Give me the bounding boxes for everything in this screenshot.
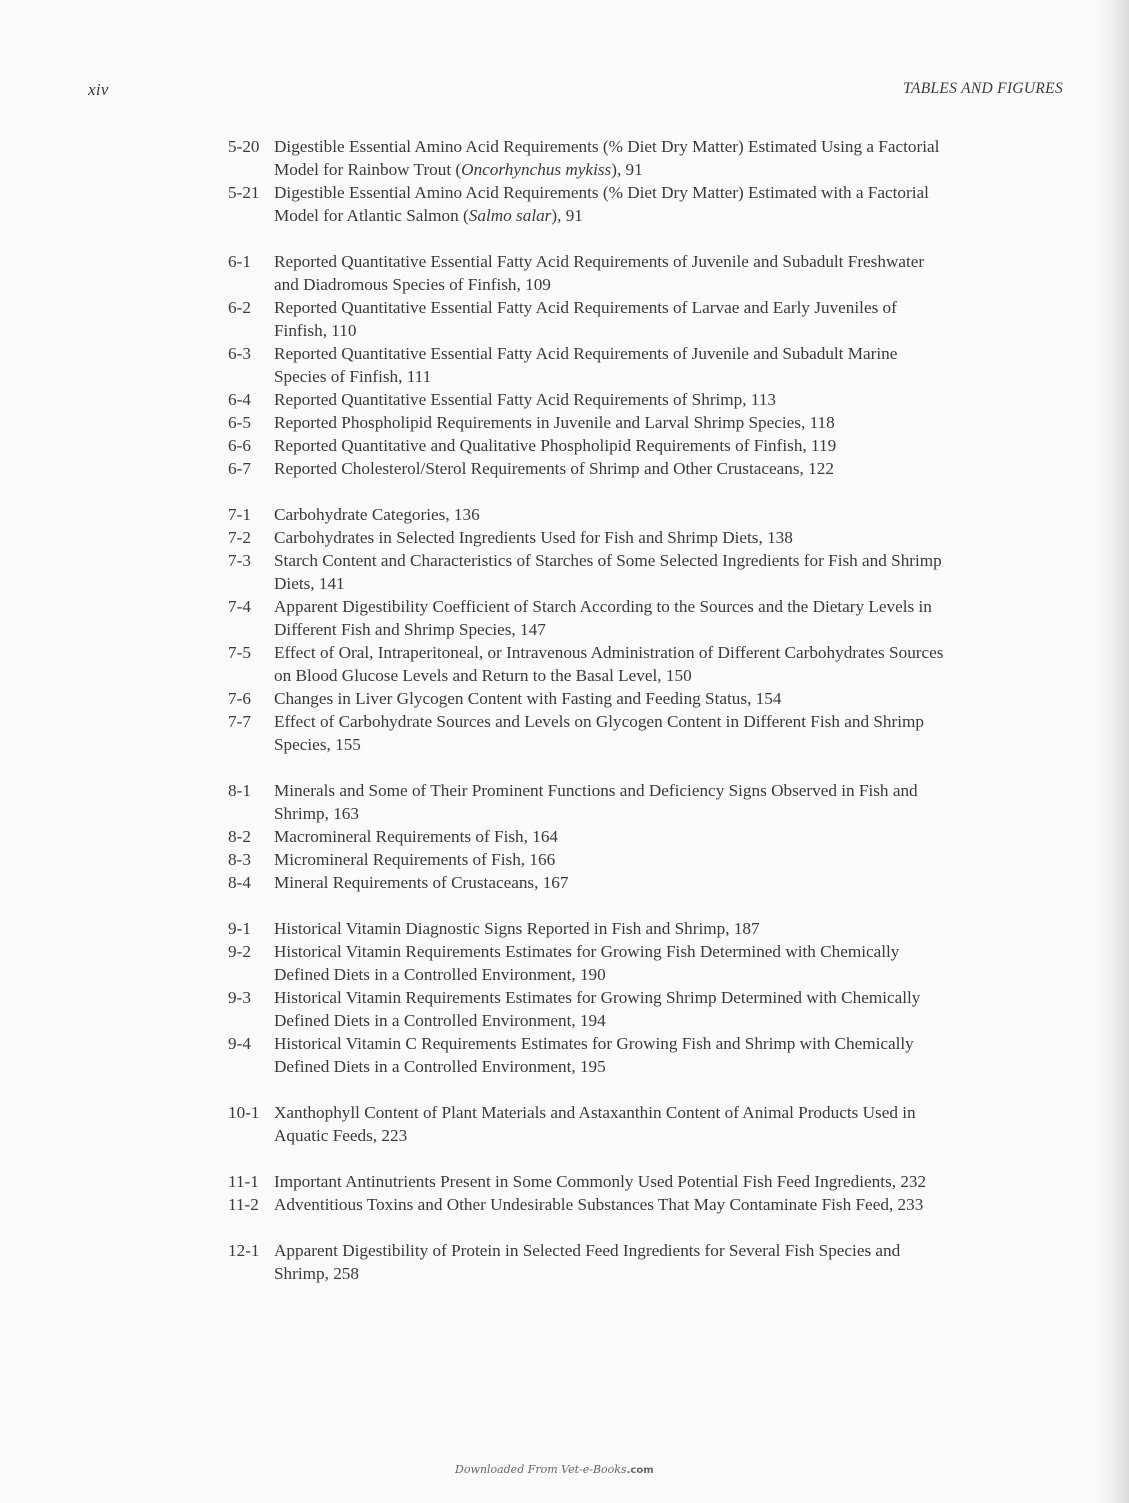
caption-text: Apparent Digestibility of Protein in Selected Feed Ingredients for Several Fish Species and Shrimp, 258 [274,1241,901,1283]
table-caption [274,1193,948,1216]
caption-text: Digestible Essential Amino Acid Requirements (% Diet Dry Matter) Estimated Using a Factorial Model for Rainbow Trout ( [274,137,940,179]
table-number: 9-1 [228,919,251,938]
caption-text: Historical Vitamin Requirements Estimates for Growing Shrimp Determined with Chemically Defined Diets in a Controlled Environment, 194 [274,988,921,1030]
table-caption [274,940,948,986]
table-number: 8-2 [228,827,251,846]
caption-text: Historical Vitamin Requirements Estimates for Growing Fish Determined with Chemically Defined Diets in a Controlled Environment, 190 [274,942,900,984]
watermark-text: Downloaded From Vet-e-Books [455,1463,627,1476]
table-caption [274,871,948,894]
watermark [455,1464,654,1476]
table-caption [274,1239,948,1285]
table-number: 5-21 [228,183,260,202]
table-caption [274,388,948,411]
caption-text: Reported Cholesterol/Sterol Requirements of Shrimp and Other Crustaceans, 122 [274,459,834,478]
table-caption [274,1032,948,1078]
table-caption [274,549,948,595]
caption-text: Reported Quantitative Essential Fatty Acid Requirements of Juvenile and Subadult Freshwater and Diadromous Species of Finfish, 109 [274,252,925,294]
caption-text: Xanthophyll Content of Plant Materials and Astaxanthin Content of Animal Products Used in Aquatic Feeds, 223 [274,1103,916,1145]
caption-text: Micromineral Requirements of Fish, 166 [274,850,556,869]
table-number: 9-3 [228,988,251,1007]
table-caption [274,181,948,227]
list-item [228,342,948,388]
table-caption [274,135,948,181]
list-item [228,1193,948,1216]
table-number: 11-1 [228,1172,259,1191]
table-caption [274,434,948,457]
caption-text: Reported Quantitative and Qualitative Phospholipid Requirements of Finfish, 119 [274,436,837,455]
table-number: 6-2 [228,298,251,317]
table-caption [274,595,948,641]
table-number: 7-6 [228,689,251,708]
caption-text: Historical Vitamin C Requirements Estimates for Growing Fish and Shrimp with Chemically Defined Diets in a Controlled Environment, 195 [274,1034,914,1076]
table-number: 8-3 [228,850,251,869]
caption-text: ), 91 [551,206,583,225]
list-item [228,986,948,1032]
list-item [228,595,948,641]
caption-text: Starch Content and Characteristics of Starches of Some Selected Ingredients for Fish and Shrimp Diets, 141 [274,551,942,593]
caption-text: Apparent Digestibility Coefficient of Starch According to the Sources and the Dietary Levels in Different Fish and Shrimp Species, 147 [274,597,932,639]
table-number: 10-1 [228,1103,260,1122]
page-edge-shadow [1095,0,1129,1503]
table-caption [274,1170,948,1193]
table-number: 6-6 [228,436,251,455]
caption-text: Changes in Liver Glycogen Content with Fasting and Feeding Status, 154 [274,689,782,708]
caption-text: Macromineral Requirements of Fish, 164 [274,827,559,846]
table-number: 6-3 [228,344,251,363]
table-caption [274,1101,948,1147]
table-caption [274,503,948,526]
table-caption [274,687,948,710]
table-number: 5-20 [228,137,260,156]
list-item [228,1101,948,1147]
table-number: 7-4 [228,597,251,616]
table-number: 8-1 [228,781,251,800]
list-item [228,1239,948,1285]
table-caption [274,457,948,480]
table-caption [274,342,948,388]
caption-text: Adventitious Toxins and Other Undesirable Substances That May Contaminate Fish Feed, 233 [274,1195,924,1214]
table-number: 12-1 [228,1241,260,1260]
table-number: 7-2 [228,528,251,547]
list-item [228,825,948,848]
table-caption [274,917,948,940]
table-number: 9-2 [228,942,251,961]
caption-text: Historical Vitamin Diagnostic Signs Reported in Fish and Shrimp, 187 [274,919,760,938]
species-name: Oncorhynchus mykiss [461,160,612,179]
table-caption [274,825,948,848]
table-caption [274,986,948,1032]
caption-text: Reported Quantitative Essential Fatty Acid Requirements of Juvenile and Subadult Marine Species of Finfish, 111 [274,344,898,386]
caption-text: Important Antinutrients Present in Some Commonly Used Potential Fish Feed Ingredients, 232 [274,1172,927,1191]
caption-text: Effect of Oral, Intraperitoneal, or Intravenous Administration of Different Carbohydrates Sources on Blood Glucose Levels and Return to the Basal Level, 150 [274,643,944,685]
table-number: 7-3 [228,551,251,570]
table-number: 6-5 [228,413,251,432]
table-number: 6-4 [228,390,251,409]
list-item [228,940,948,986]
list-item [228,687,948,710]
caption-text: ), 91 [611,160,643,179]
table-number: 6-1 [228,252,251,271]
table-number: 9-4 [228,1034,251,1053]
table-number: 8-4 [228,873,251,892]
table-number: 7-1 [228,505,251,524]
caption-text: Digestible Essential Amino Acid Requirements (% Diet Dry Matter) Estimated with a Factorial Model for Atlantic Salmon ( [274,183,929,225]
list-item [228,388,948,411]
table-caption [274,848,948,871]
list-item [228,181,948,227]
caption-text: Carbohydrates in Selected Ingredients Used for Fish and Shrimp Diets, 138 [274,528,793,547]
list-item [228,641,948,687]
list-item [228,549,948,595]
table-list [228,135,948,1285]
page-number: xiv [88,80,109,99]
list-item [228,503,948,526]
table-number: 7-7 [228,712,251,731]
list-item [228,135,948,181]
table-number: 11-2 [228,1195,259,1214]
species-name: Salmo salar [468,206,552,225]
table-number: 6-7 [228,459,251,478]
running-title: TABLES AND FIGURES [903,80,1063,97]
list-item [228,411,948,434]
caption-text: Reported Quantitative Essential Fatty Acid Requirements of Larvae and Early Juveniles of Finfish, 110 [274,298,897,340]
caption-text: Effect of Carbohydrate Sources and Levels on Glycogen Content in Different Fish and Shrimp Species, 155 [274,712,924,754]
caption-text: Minerals and Some of Their Prominent Functions and Deficiency Signs Observed in Fish and Shrimp, 163 [274,781,918,823]
list-item [228,1170,948,1193]
table-caption [274,641,948,687]
table-number: 7-5 [228,643,251,662]
table-caption [274,296,948,342]
table-caption [274,779,948,825]
list-item [228,434,948,457]
list-item [228,779,948,825]
list-item [228,710,948,756]
list-item [228,296,948,342]
caption-text: Mineral Requirements of Crustaceans, 167 [274,873,569,892]
list-item [228,526,948,549]
table-caption [274,526,948,549]
list-item [228,457,948,480]
table-caption [274,411,948,434]
caption-text: Reported Quantitative Essential Fatty Acid Requirements of Shrimp, 113 [274,390,777,409]
watermark-suffix: .com [626,1465,654,1476]
caption-text: Reported Phospholipid Requirements in Juvenile and Larval Shrimp Species, 118 [274,413,835,432]
list-item [228,871,948,894]
list-item [228,1032,948,1078]
list-item [228,848,948,871]
list-item [228,917,948,940]
list-item [228,250,948,296]
table-caption [274,710,948,756]
caption-text: Carbohydrate Categories, 136 [274,505,480,524]
table-caption [274,250,948,296]
